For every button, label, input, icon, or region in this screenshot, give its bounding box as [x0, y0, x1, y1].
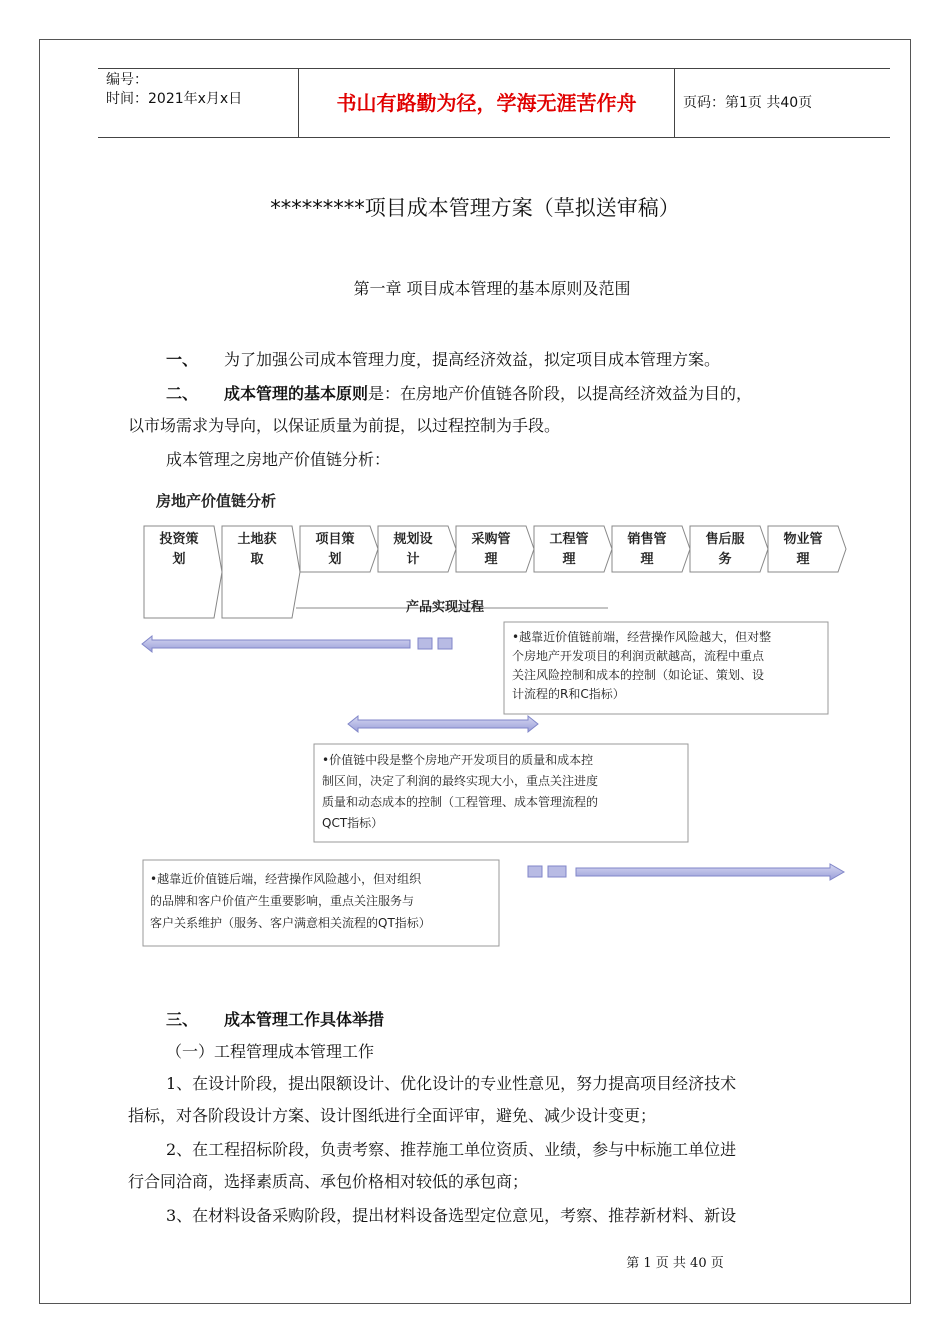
paragraph-4-text: 成本管理工作具体举措	[224, 1010, 385, 1029]
stage-label-line2: 理	[562, 552, 576, 567]
note-middle-line: •价值链中段是整个房地产开发项目的质量和成本控	[322, 753, 594, 767]
middle-arrow	[348, 716, 538, 732]
header-motto: 书山有路勤为径，学海无涯苦作舟	[299, 69, 675, 137]
stage-label-line2: 划	[328, 552, 342, 567]
front-arrow	[142, 636, 410, 652]
chapter-heading: 第一章 项目成本管理的基本原则及范围	[353, 279, 631, 298]
note-front-line: 计流程的R和C指标）	[512, 687, 625, 701]
paragraph-8-line: 3、在材料设备采购阶段，提出材料设备选型定位意见，考察、推荐新材料、新设	[166, 1206, 737, 1225]
stage-label	[456, 530, 526, 570]
number-label: 编号：	[106, 72, 148, 88]
note-back-line: 的品牌和客户价值产生重要影响，重点关注服务与	[150, 894, 415, 908]
note-front-line: 关注风险控制和成本的控制（如论证、策划、设	[512, 668, 765, 682]
back-dot-1	[528, 866, 542, 877]
paragraph-3: 成本管理之房地产价值链分析：	[166, 450, 391, 469]
paragraph-2-line2: 以市场需求为导向，以保证质量为前提，以过程控制为手段。	[128, 416, 561, 435]
paragraph-1	[166, 344, 898, 376]
page-header	[98, 68, 890, 138]
process-label: 产品实现过程	[406, 600, 485, 615]
paragraph-8	[128, 1200, 860, 1232]
note-front	[512, 628, 771, 704]
paragraph-6	[128, 1068, 860, 1132]
stage-label-line1: 物业管	[783, 532, 823, 547]
stage-label-line1: 土地获	[237, 532, 277, 547]
stage-label-line2: 理	[796, 552, 810, 567]
stage-label-line1: 规划设	[393, 532, 433, 547]
paragraph-2-text: 是：在房地产价值链各阶段，以提高经济效益为目的，	[368, 384, 753, 403]
note-middle-line: 质量和动态成本的控制（工程管理、成本管理流程的	[322, 795, 599, 809]
stage-label-line1: 销售管	[627, 532, 667, 547]
note-back	[150, 868, 431, 934]
paragraph-2	[128, 378, 860, 442]
stage-label	[300, 530, 370, 570]
paragraph-2-bold: 成本管理的基本原则	[224, 384, 369, 403]
stage-label-line2: 务	[718, 552, 732, 567]
header-page-label: 页码：第1页 共40页	[683, 95, 813, 111]
stage-label	[378, 530, 448, 570]
stage-label-line2: 理	[640, 552, 654, 567]
back-arrow	[576, 864, 844, 880]
stage-label-line2: 计	[406, 552, 420, 567]
front-dot-2	[438, 638, 452, 649]
stage-label	[144, 530, 214, 570]
note-front-line: 个房地产开发项目的利润贡献越高，流程中重点	[512, 649, 765, 663]
front-dot-1	[418, 638, 432, 649]
note-middle	[322, 750, 598, 834]
paragraph-1-text: 为了加强公司成本管理力度，提高经济效益，拟定项目成本管理方案。	[224, 350, 721, 369]
paragraph-1-number: 一、	[166, 350, 199, 369]
stage-label-line1: 工程管	[549, 532, 589, 547]
document-title: *********项目成本管理方案（草拟送审稿）	[270, 196, 680, 220]
stage-label-line1: 项目策	[315, 532, 355, 547]
time-label: 时间：2021年x月x日	[106, 91, 243, 107]
paragraph-2-number: 二、	[166, 384, 199, 403]
stage-label	[534, 530, 604, 570]
paragraph-7-line1: 2、在工程招标阶段，负责考察、推荐施工单位资质、业绩，参与中标施工单位进	[166, 1140, 737, 1159]
stage-label-line1: 采购管	[471, 532, 511, 547]
stage-label	[690, 530, 760, 570]
stage-label-line2: 理	[484, 552, 498, 567]
stage-label-line1: 售后服	[705, 532, 745, 547]
stage-label-line2: 取	[250, 552, 264, 567]
paragraph-7-line2: 行合同洽商，选择素质高、承包价格相对较低的承包商；	[128, 1172, 529, 1191]
note-front-line: •越靠近价值链前端，经营操作风险越大，但对整	[512, 630, 772, 644]
paragraph-6-line2: 指标，对各阶段设计方案、设计图纸进行全面评审，避免、减少设计变更；	[128, 1106, 657, 1125]
value-chain-diagram	[138, 486, 858, 956]
stage-label	[612, 530, 682, 570]
paragraph-4-number: 三、	[166, 1010, 199, 1029]
note-middle-line: 制区间，决定了利润的最终实现大小，重点关注进度	[322, 774, 599, 788]
paragraph-7	[128, 1134, 860, 1198]
note-middle-line: QCT指标）	[322, 816, 384, 830]
paragraph-4	[166, 1004, 898, 1036]
stage-label-line1: 投资策	[159, 532, 199, 547]
stage-label-line2: 划	[172, 552, 186, 567]
paragraph-6-line1: 1、在设计阶段，提出限额设计、优化设计的专业性意见，努力提高项目经济技术	[166, 1074, 737, 1093]
header-info	[98, 69, 299, 137]
stage-label	[768, 530, 838, 570]
note-back-line: 客户关系维护（服务、客户满意相关流程的QT指标）	[150, 916, 431, 930]
diagram-title: 房地产价值链分析	[156, 492, 277, 510]
note-back-line: •越靠近价值链后端，经营操作风险越小，但对组织	[150, 872, 422, 886]
back-dot-2	[548, 866, 566, 877]
stage-label	[222, 530, 292, 570]
page-footer: 第 1 页 共 40 页	[626, 1256, 724, 1271]
paragraph-5: （一）工程管理成本管理工作	[166, 1042, 375, 1061]
